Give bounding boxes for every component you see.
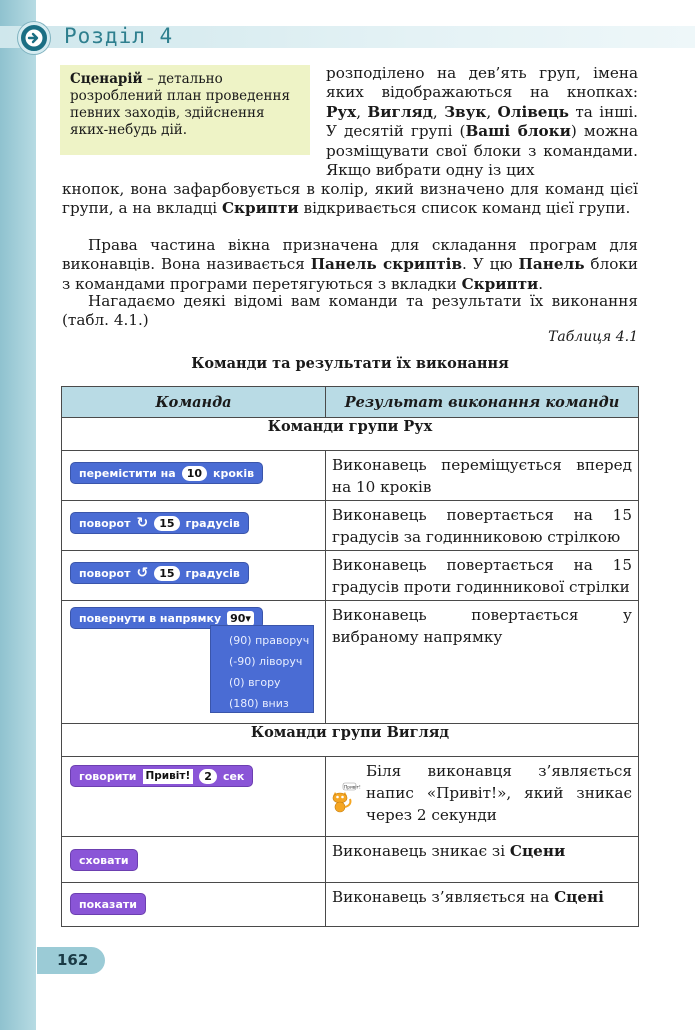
table-row [62, 601, 639, 724]
result-cell: Привіт! Біля виконавця з’являється напис «Привіт!», який зникає через 2 секунди [326, 757, 639, 837]
result-cell: Виконавець повертається на 15 градусів за годинниковою стрілкою [326, 501, 639, 551]
left-page-stripe [0, 0, 36, 1030]
table-title: Команди та результати їх виконання [191, 355, 509, 372]
hide-block: сховати [70, 849, 138, 871]
turn-counterclockwise-block: поворот ↺ 15 градусів [70, 562, 249, 584]
group-row-looks: Команди групи Вигляд [62, 724, 639, 757]
paragraph-buttons: кнопок, вона зафарбовується в колір, який визначено для команд цієї групи, а на вкладці Скрипти відкривається список команд цієї групи. [62, 180, 638, 218]
table-row [62, 757, 639, 837]
definition-term: Сценарій [70, 71, 143, 87]
scratch-cat-icon [330, 783, 361, 813]
rotate-counterclockwise-icon: ↺ [136, 565, 149, 581]
result-cell: Виконавець повертається у вибраному напрямку [326, 601, 639, 724]
result-cell: Виконавець з’являється на Сцені [326, 883, 639, 927]
dropdown-option-down[interactable]: (180) вниз [229, 697, 289, 710]
result-cell: Виконавець зникає зі Сцени [326, 837, 639, 883]
table-header-row [62, 387, 639, 418]
turn-clockwise-block: поворот ↻ 15 градусів [70, 512, 249, 534]
say-for-secs-block: говорити Привіт! 2 сек [70, 765, 253, 787]
table-caption: Таблиця 4.1 [548, 329, 638, 345]
dropdown-option-right[interactable]: (90) праворуч [229, 634, 310, 647]
move-steps-block: перемістити на 10 кроків [70, 462, 263, 484]
direction-dropdown[interactable] [210, 625, 314, 713]
result-cell: Виконавець переміщується вперед на 10 кроків [326, 451, 639, 501]
commands-table [61, 386, 639, 927]
page-number: 162 [37, 947, 105, 974]
paragraph-reminder: Нагадаємо деякі відомі вам команди та результати їх виконання (табл. 4.1.) [62, 292, 638, 330]
speech-bubble-text: Привіт! [344, 785, 361, 791]
table-row [62, 883, 639, 927]
point-direction-block: повернути в напрямку 90▾ [70, 607, 263, 629]
dropdown-option-left[interactable]: (-90) ліворуч [229, 655, 303, 668]
group-row-motion: Команди групи Рух [62, 418, 639, 451]
definition-box [60, 65, 310, 155]
result-cell: Виконавець повертається на 15 градусів проти годинникової стрілки [326, 551, 639, 601]
col-result-header: Результат виконання команди [326, 387, 639, 418]
table-row [62, 551, 639, 601]
show-block: показати [70, 893, 146, 915]
arrow-right-circle-icon [18, 22, 50, 54]
table-row [62, 501, 639, 551]
rotate-clockwise-icon: ↻ [136, 515, 149, 531]
dropdown-option-up[interactable]: (0) вгору [229, 676, 281, 689]
paragraph-groups: розподілено на дев’ять груп, імена яких відображаються на кнопках: Рух, Вигляд, Звук, Олівець та інші. У десятій групі (Ваші блоки) можна розміщувати свої блоки з командами. Якщо вибрати одну із цих [326, 64, 638, 180]
table-row [62, 837, 639, 883]
chapter-title: Розділ 4 [64, 24, 174, 48]
col-command-header: Команда [62, 387, 326, 418]
paragraph-script-panel: Права частина вікна призначена для складання програм для виконавців. Вона називається Панель скриптів. У цю Панель блоки з командами програми перетягуються з вкладки Скрипти. [62, 236, 638, 293]
table-row [62, 451, 639, 501]
definition-text: – детально розроблений план проведення певних заходів, здійснення яких-небудь дій. [70, 71, 290, 138]
